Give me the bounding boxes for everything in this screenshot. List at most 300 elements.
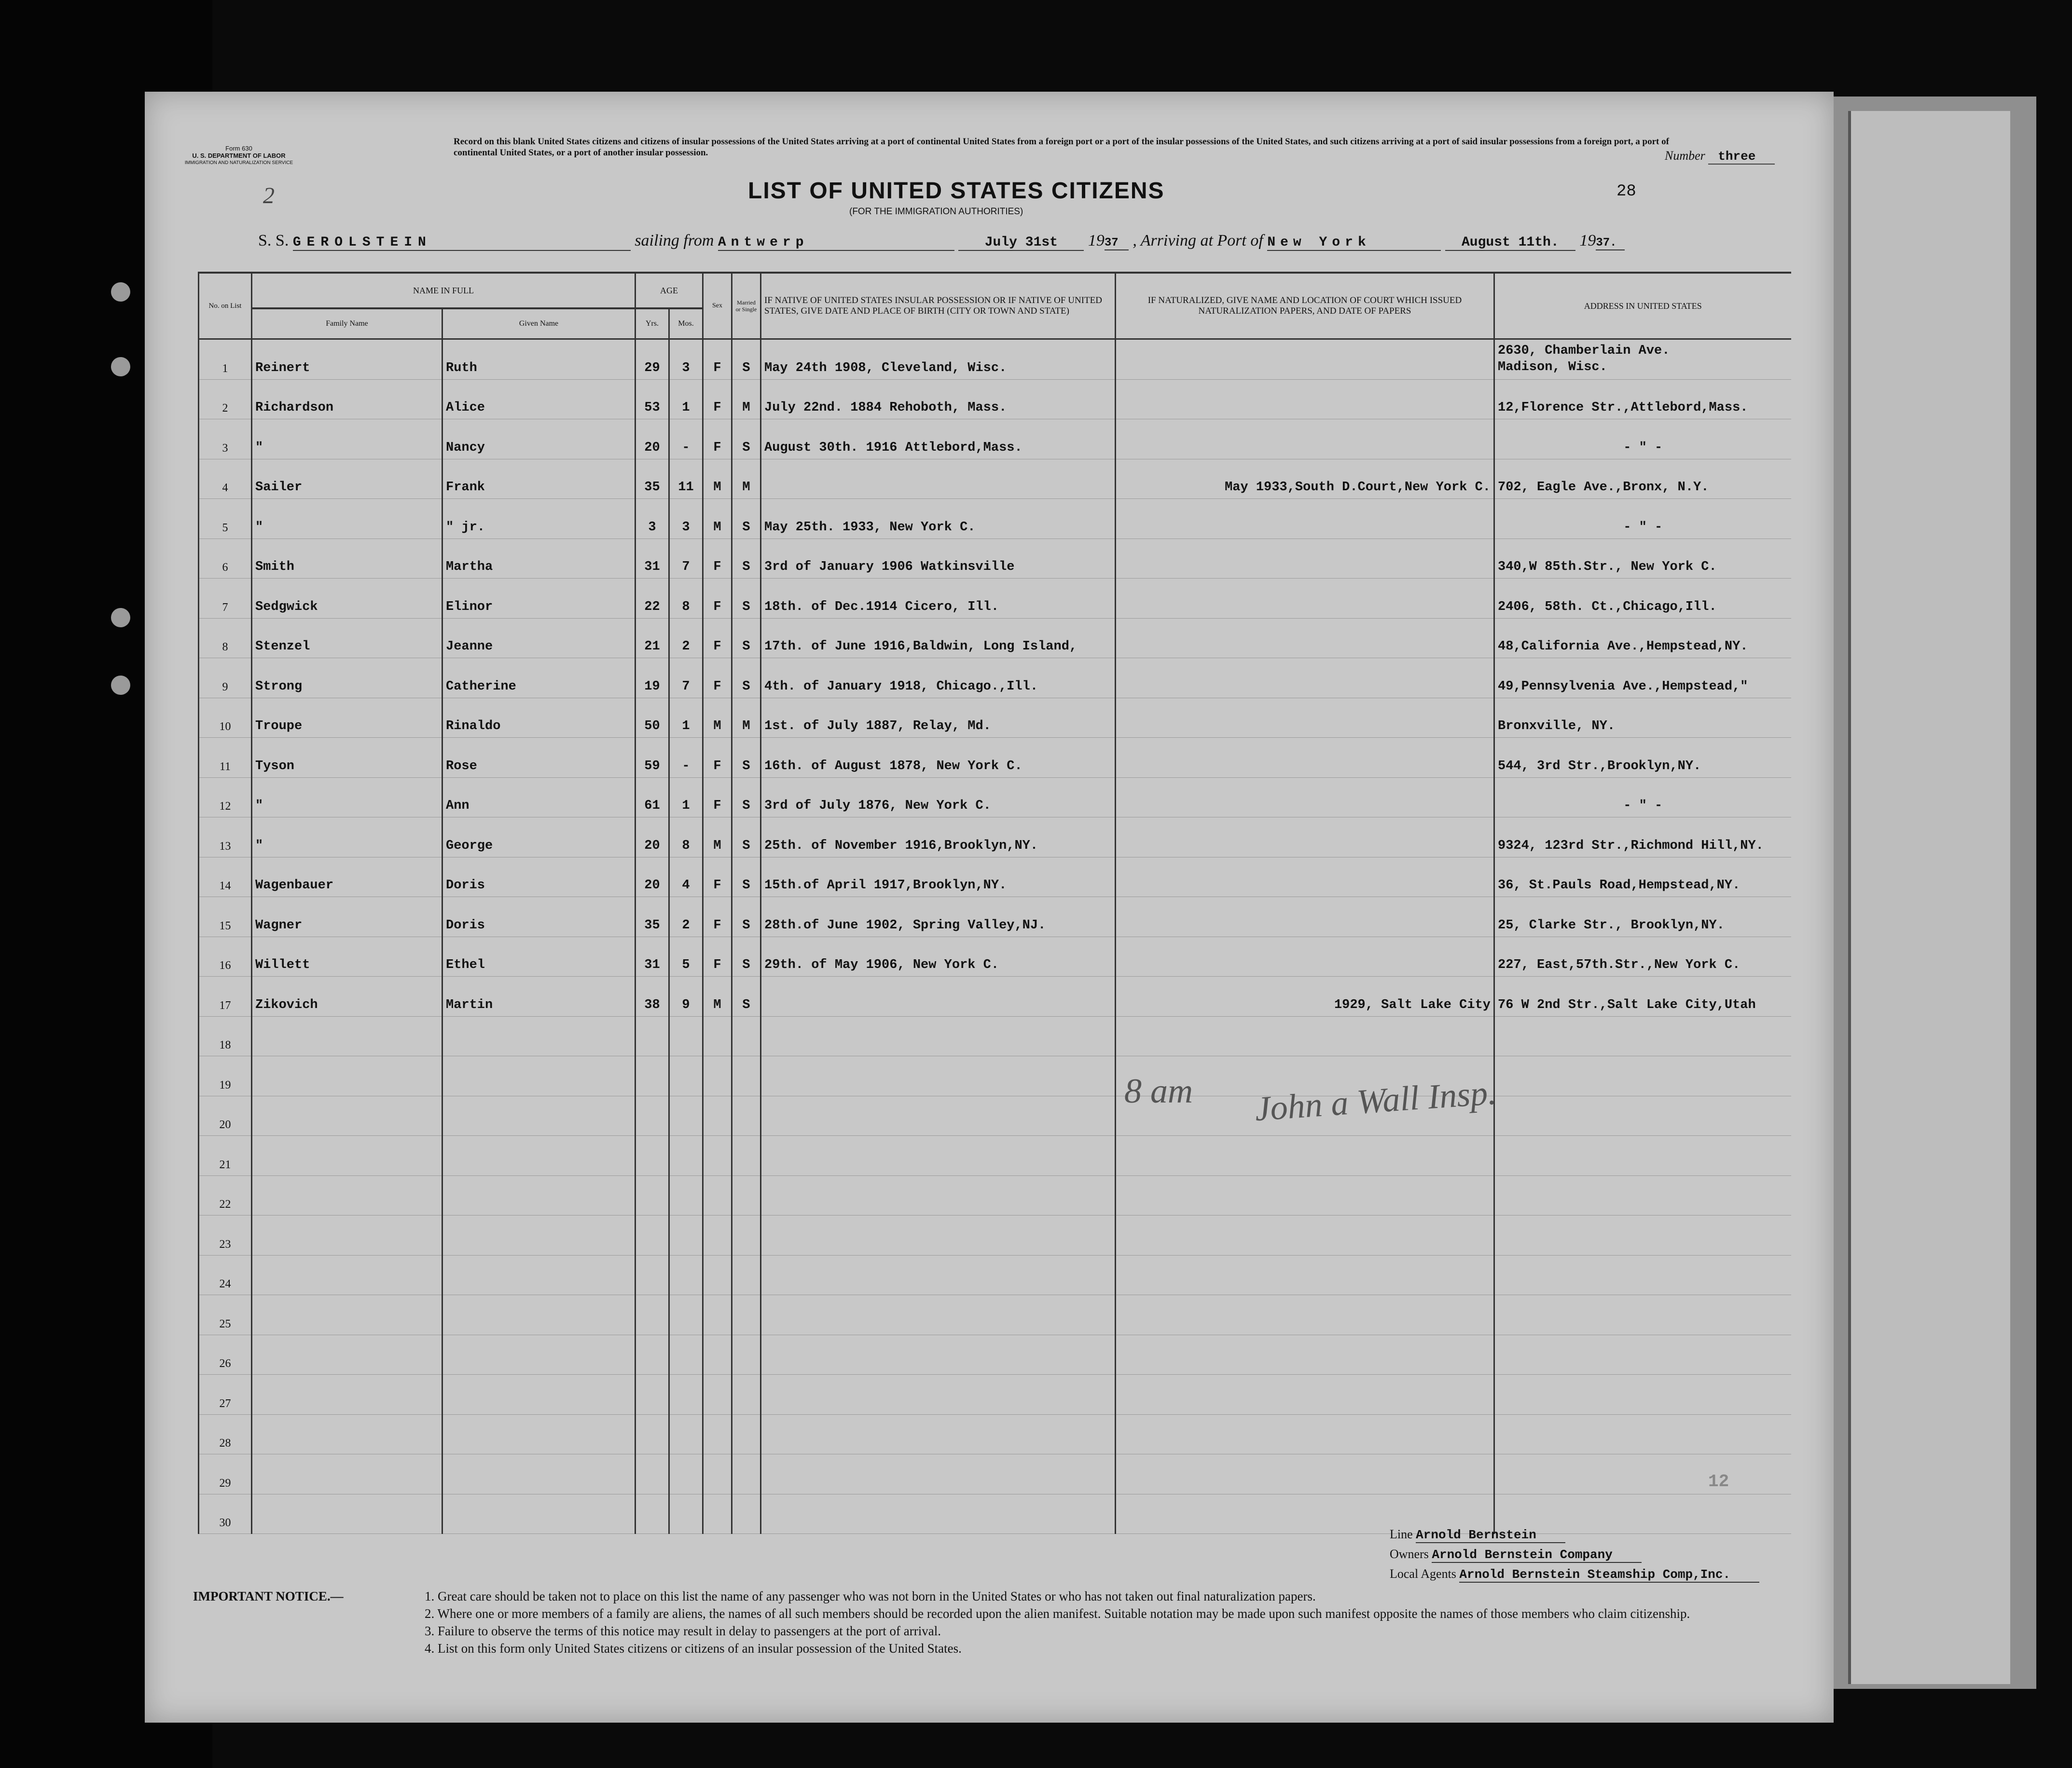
marital-status: S bbox=[732, 658, 761, 698]
age-years bbox=[635, 1335, 669, 1375]
address: 49,Pennsylvenia Ave.,Hempstead," bbox=[1494, 658, 1791, 698]
address bbox=[1494, 1295, 1791, 1335]
sex bbox=[703, 1295, 732, 1335]
age-months: 2 bbox=[669, 897, 703, 937]
address: - " - bbox=[1494, 777, 1791, 817]
row-number: 4 bbox=[199, 459, 252, 499]
binder-hole bbox=[111, 676, 130, 695]
table-row bbox=[199, 459, 1791, 499]
row-number: 2 bbox=[199, 379, 252, 419]
row-number: 12 bbox=[199, 777, 252, 817]
address bbox=[1494, 1375, 1791, 1415]
age-months bbox=[669, 1295, 703, 1335]
birth-info bbox=[761, 1414, 1116, 1454]
birth-info: May 25th. 1933, New York C. bbox=[761, 499, 1116, 539]
age-years: 31 bbox=[635, 539, 669, 579]
age-years bbox=[635, 1216, 669, 1256]
address bbox=[1494, 1216, 1791, 1256]
number-label: Number bbox=[1665, 149, 1705, 163]
birth-info: August 30th. 1916 Attlebord,Mass. bbox=[761, 419, 1116, 459]
sex bbox=[703, 1414, 732, 1454]
col-header-married: Married or Single bbox=[732, 273, 761, 339]
table-row bbox=[199, 1295, 1791, 1335]
page-title: LIST OF UNITED STATES CITIZENS bbox=[748, 178, 1165, 204]
table-row bbox=[199, 339, 1791, 380]
family-name bbox=[252, 1335, 442, 1375]
marital-status: S bbox=[732, 897, 761, 937]
family-name: " bbox=[252, 419, 442, 459]
marital-status: S bbox=[732, 937, 761, 977]
notice-item: 2. Where one or more members of a family are aliens, the names of all such members should be recorded upon the alien manifest. Suitable notation may be made upon such manifest opposite the names of those members who claim citizenship. bbox=[425, 1606, 1690, 1621]
line-owner-info bbox=[1390, 1525, 1759, 1584]
age-years bbox=[635, 1016, 669, 1056]
given-name bbox=[442, 1056, 635, 1096]
marital-status: S bbox=[732, 817, 761, 857]
naturalization-info bbox=[1116, 897, 1494, 937]
ship-name: GEROLSTEIN bbox=[293, 235, 631, 251]
table-row bbox=[199, 738, 1791, 778]
family-name bbox=[252, 1016, 442, 1056]
given-name: Doris bbox=[442, 897, 635, 937]
given-name: Elinor bbox=[442, 579, 635, 619]
sex: F bbox=[703, 658, 732, 698]
family-name: " bbox=[252, 817, 442, 857]
marital-status bbox=[732, 1175, 761, 1216]
row-number: 9 bbox=[199, 658, 252, 698]
notice-item: 4. List on this form only United States citizens or citizens of an insular possession of the United States. bbox=[425, 1641, 962, 1656]
age-months bbox=[669, 1056, 703, 1096]
family-name bbox=[252, 1056, 442, 1096]
table-row bbox=[199, 937, 1791, 977]
age-years: 35 bbox=[635, 459, 669, 499]
naturalization-info: May 1933,South D.Court,New York C. bbox=[1116, 459, 1494, 499]
departure-date: July 31st bbox=[958, 235, 1084, 251]
birth-info bbox=[761, 1494, 1116, 1534]
marital-status bbox=[732, 1096, 761, 1136]
age-months: 1 bbox=[669, 698, 703, 738]
naturalization-info bbox=[1116, 1335, 1494, 1375]
given-name bbox=[442, 1295, 635, 1335]
given-name: Doris bbox=[442, 857, 635, 897]
age-years bbox=[635, 1096, 669, 1136]
age-months bbox=[669, 1414, 703, 1454]
binder-hole bbox=[111, 282, 130, 302]
row-number: 15 bbox=[199, 897, 252, 937]
given-name: Martin bbox=[442, 977, 635, 1017]
table-row bbox=[199, 1016, 1791, 1056]
naturalization-info bbox=[1116, 1136, 1494, 1176]
row-number: 25 bbox=[199, 1295, 252, 1335]
marital-status: S bbox=[732, 419, 761, 459]
binder-hole bbox=[111, 357, 130, 376]
naturalization-info bbox=[1116, 1016, 1494, 1056]
marital-status: S bbox=[732, 777, 761, 817]
family-name: Strong bbox=[252, 658, 442, 698]
col-header-naturalized: IF NATURALIZED, GIVE NAME AND LOCATION OF COURT WHICH ISSUED NATURALIZATION PAPERS, AND DATE OF PAPERS bbox=[1116, 273, 1494, 339]
birth-info bbox=[761, 1096, 1116, 1136]
given-name: Ethel bbox=[442, 937, 635, 977]
col-header-family-name: Family Name bbox=[252, 308, 442, 339]
age-years bbox=[635, 1454, 669, 1494]
form-number: Form 630 bbox=[225, 145, 252, 152]
age-years bbox=[635, 1375, 669, 1415]
table-row bbox=[199, 1096, 1791, 1136]
row-number: 1 bbox=[199, 339, 252, 380]
birth-info: July 22nd. 1884 Rehoboth, Mass. bbox=[761, 379, 1116, 419]
sex: F bbox=[703, 857, 732, 897]
naturalization-info bbox=[1116, 1295, 1494, 1335]
address-line: 2630, Chamberlain Ave. bbox=[1498, 343, 1670, 358]
naturalization-info bbox=[1116, 419, 1494, 459]
birth-info bbox=[761, 1255, 1116, 1295]
age-months: 1 bbox=[669, 379, 703, 419]
birth-info: 16th. of August 1878, New York C. bbox=[761, 738, 1116, 778]
marital-status bbox=[732, 1136, 761, 1176]
marital-status: M bbox=[732, 459, 761, 499]
age-months: 4 bbox=[669, 857, 703, 897]
marital-status: S bbox=[732, 579, 761, 619]
arrival-port: New York bbox=[1267, 235, 1441, 251]
naturalization-info bbox=[1116, 499, 1494, 539]
notice-heading: IMPORTANT NOTICE.— bbox=[193, 1589, 344, 1603]
address: 25, Clarke Str., Brooklyn,NY. bbox=[1494, 897, 1791, 937]
family-name bbox=[252, 1494, 442, 1534]
row-number: 24 bbox=[199, 1255, 252, 1295]
family-name bbox=[252, 1454, 442, 1494]
age-years: 19 bbox=[635, 658, 669, 698]
age-years: 21 bbox=[635, 618, 669, 658]
family-name: Wagner bbox=[252, 897, 442, 937]
sex: M bbox=[703, 698, 732, 738]
owners-label: Owners bbox=[1390, 1547, 1429, 1561]
page-number: 28 bbox=[1616, 182, 1636, 201]
marital-status bbox=[732, 1414, 761, 1454]
table-row bbox=[199, 777, 1791, 817]
marital-status: S bbox=[732, 618, 761, 658]
marital-status: S bbox=[732, 339, 761, 380]
voyage-line bbox=[258, 232, 1625, 251]
given-name: Ruth bbox=[442, 339, 635, 380]
family-name bbox=[252, 1216, 442, 1256]
row-number: 22 bbox=[199, 1175, 252, 1216]
age-years bbox=[635, 1056, 669, 1096]
row-number: 10 bbox=[199, 698, 252, 738]
arrival-date: August 11th. bbox=[1445, 235, 1575, 251]
family-name: Reinert bbox=[252, 339, 442, 380]
birth-info bbox=[761, 1454, 1116, 1494]
row-number: 5 bbox=[199, 499, 252, 539]
row-number: 28 bbox=[199, 1414, 252, 1454]
address bbox=[1494, 1136, 1791, 1176]
family-name: Stenzel bbox=[252, 618, 442, 658]
naturalization-info bbox=[1116, 539, 1494, 579]
age-months bbox=[669, 1016, 703, 1056]
birth-info: 15th.of April 1917,Brooklyn,NY. bbox=[761, 857, 1116, 897]
address: 227, East,57th.Str.,New York C. bbox=[1494, 937, 1791, 977]
age-years: 38 bbox=[635, 977, 669, 1017]
age-months bbox=[669, 1216, 703, 1256]
given-name: George bbox=[442, 817, 635, 857]
row-number: 30 bbox=[199, 1494, 252, 1534]
row-number: 16 bbox=[199, 937, 252, 977]
given-name bbox=[442, 1335, 635, 1375]
marital-status bbox=[732, 1494, 761, 1534]
marital-status: M bbox=[732, 698, 761, 738]
address: 340,W 85th.Str., New York C. bbox=[1494, 539, 1791, 579]
age-months bbox=[669, 1136, 703, 1176]
birth-info bbox=[761, 1216, 1116, 1256]
sex: F bbox=[703, 937, 732, 977]
sex bbox=[703, 1136, 732, 1176]
family-name bbox=[252, 1375, 442, 1415]
birth-info: 3rd of July 1876, New York C. bbox=[761, 777, 1116, 817]
address: Bronxville, NY. bbox=[1494, 698, 1791, 738]
col-header-native: IF NATIVE OF UNITED STATES INSULAR POSSESSION OR IF NATIVE OF UNITED STATES, GIVE DATE AND PLACE OF BIRTH (CITY OR TOWN AND STATE) bbox=[761, 273, 1116, 339]
table-row bbox=[199, 698, 1791, 738]
age-years bbox=[635, 1175, 669, 1216]
age-years: 3 bbox=[635, 499, 669, 539]
table-row bbox=[199, 539, 1791, 579]
age-months: 2 bbox=[669, 618, 703, 658]
birth-info: 29th. of May 1906, New York C. bbox=[761, 937, 1116, 977]
age-months: 3 bbox=[669, 499, 703, 539]
list-number bbox=[1665, 149, 1775, 164]
family-name: Troupe bbox=[252, 698, 442, 738]
sex bbox=[703, 1454, 732, 1494]
family-name bbox=[252, 1255, 442, 1295]
table-row bbox=[199, 1375, 1791, 1415]
handwritten-time: 8 am bbox=[1124, 1072, 1193, 1110]
sex: F bbox=[703, 618, 732, 658]
passenger-table bbox=[198, 272, 1791, 1534]
address: 48,California Ave.,Hempstead,NY. bbox=[1494, 618, 1791, 658]
birth-info bbox=[761, 1175, 1116, 1216]
agents-label: Local Agents bbox=[1390, 1567, 1456, 1581]
birth-info bbox=[761, 1056, 1116, 1096]
sailing-label: sailing from bbox=[635, 232, 714, 249]
naturalization-info bbox=[1116, 937, 1494, 977]
row-number: 3 bbox=[199, 419, 252, 459]
naturalization-info: 1929, Salt Lake City bbox=[1116, 977, 1494, 1017]
arrival-year: 37. bbox=[1596, 236, 1625, 250]
naturalization-info bbox=[1116, 618, 1494, 658]
address bbox=[1494, 339, 1791, 380]
address bbox=[1494, 1096, 1791, 1136]
row-number: 7 bbox=[199, 579, 252, 619]
line-label: Line bbox=[1390, 1527, 1413, 1541]
table-row bbox=[199, 1454, 1791, 1494]
age-months: 11 bbox=[669, 459, 703, 499]
birth-info bbox=[761, 459, 1116, 499]
given-name bbox=[442, 1454, 635, 1494]
table-row bbox=[199, 1216, 1791, 1256]
marital-status bbox=[732, 1255, 761, 1295]
marital-status bbox=[732, 1056, 761, 1096]
address: 702, Eagle Ave.,Bronx, N.Y. bbox=[1494, 459, 1791, 499]
address: 36, St.Pauls Road,Hempstead,NY. bbox=[1494, 857, 1791, 897]
age-years: 22 bbox=[635, 579, 669, 619]
family-name: Willett bbox=[252, 937, 442, 977]
col-header-yrs: Yrs. bbox=[635, 308, 669, 339]
row-number: 23 bbox=[199, 1216, 252, 1256]
age-years bbox=[635, 1255, 669, 1295]
age-years bbox=[635, 1414, 669, 1454]
table-row bbox=[199, 1255, 1791, 1295]
age-years: 31 bbox=[635, 937, 669, 977]
col-header-no: No. on List bbox=[199, 273, 252, 339]
age-months bbox=[669, 1096, 703, 1136]
given-name bbox=[442, 1016, 635, 1056]
sex: F bbox=[703, 339, 732, 380]
address: 9324, 123rd Str.,Richmond Hill,NY. bbox=[1494, 817, 1791, 857]
marital-status: S bbox=[732, 738, 761, 778]
age-months bbox=[669, 1255, 703, 1295]
departure-port: Antwerp bbox=[718, 235, 954, 251]
age-years: 61 bbox=[635, 777, 669, 817]
address: - " - bbox=[1494, 499, 1791, 539]
address: 12,Florence Str.,Attlebord,Mass. bbox=[1494, 379, 1791, 419]
row-number: 18 bbox=[199, 1016, 252, 1056]
col-header-sex: Sex bbox=[703, 273, 732, 339]
given-name: Catherine bbox=[442, 658, 635, 698]
sex: F bbox=[703, 539, 732, 579]
family-name: " bbox=[252, 777, 442, 817]
notice-item: 3. Failure to observe the terms of this notice may result in delay to passengers at the port of arrival. bbox=[425, 1624, 941, 1638]
given-name bbox=[442, 1096, 635, 1136]
naturalization-info bbox=[1116, 1414, 1494, 1454]
birth-info bbox=[761, 1016, 1116, 1056]
family-name: Tyson bbox=[252, 738, 442, 778]
sex bbox=[703, 1096, 732, 1136]
service-label: IMMIGRATION AND NATURALIZATION SERVICE bbox=[184, 160, 293, 166]
sex bbox=[703, 1494, 732, 1534]
sex: M bbox=[703, 977, 732, 1017]
table-row bbox=[199, 857, 1791, 897]
birth-info: 1st. of July 1887, Relay, Md. bbox=[761, 698, 1116, 738]
given-name: Frank bbox=[442, 459, 635, 499]
owners-value: Arnold Bernstein Company bbox=[1432, 1547, 1641, 1563]
address bbox=[1494, 1016, 1791, 1056]
birth-info: 3rd of January 1906 Watkinsville bbox=[761, 539, 1116, 579]
sex bbox=[703, 1175, 732, 1216]
age-months bbox=[669, 1335, 703, 1375]
age-months: 7 bbox=[669, 658, 703, 698]
stamp-number: 12 bbox=[1708, 1472, 1729, 1492]
sex: M bbox=[703, 459, 732, 499]
table-row bbox=[199, 419, 1791, 459]
table-row bbox=[199, 817, 1791, 857]
address bbox=[1494, 1255, 1791, 1295]
age-months: 1 bbox=[669, 777, 703, 817]
table-row bbox=[199, 579, 1791, 619]
address bbox=[1494, 1335, 1791, 1375]
naturalization-info bbox=[1116, 1255, 1494, 1295]
age-months bbox=[669, 1454, 703, 1494]
sex bbox=[703, 1016, 732, 1056]
row-number: 13 bbox=[199, 817, 252, 857]
row-number: 11 bbox=[199, 738, 252, 778]
sex bbox=[703, 1255, 732, 1295]
background-sheet bbox=[1848, 111, 2010, 1684]
age-years: 53 bbox=[635, 379, 669, 419]
sex bbox=[703, 1335, 732, 1375]
family-name: Sedgwick bbox=[252, 579, 442, 619]
given-name: Jeanne bbox=[442, 618, 635, 658]
family-name: Richardson bbox=[252, 379, 442, 419]
record-instructions: Record on this blank United States citizens and citizens of insular possessions of the United States arriving at a port of continental United States from a foreign port or a port of the insular possessions of the United States, and such citizens arriving at a port of said insular possessions from a foreign port, a port of continental United States, or a port of another insular possession. bbox=[454, 137, 1669, 158]
sex: F bbox=[703, 777, 732, 817]
address: 76 W 2nd Str.,Salt Lake City,Utah bbox=[1494, 977, 1791, 1017]
age-years: 50 bbox=[635, 698, 669, 738]
table-row bbox=[199, 1335, 1791, 1375]
sex bbox=[703, 1375, 732, 1415]
table-row bbox=[199, 658, 1791, 698]
sex: F bbox=[703, 738, 732, 778]
sex: F bbox=[703, 379, 732, 419]
number-value: three bbox=[1708, 149, 1775, 165]
sex: M bbox=[703, 817, 732, 857]
age-years bbox=[635, 1295, 669, 1335]
marital-status: S bbox=[732, 539, 761, 579]
given-name: Rose bbox=[442, 738, 635, 778]
marital-status bbox=[732, 1454, 761, 1494]
birth-info: 17th. of June 1916,Baldwin, Long Island, bbox=[761, 618, 1116, 658]
naturalization-info bbox=[1116, 698, 1494, 738]
birth-info: 4th. of January 1918, Chicago.,Ill. bbox=[761, 658, 1116, 698]
table-row bbox=[199, 1056, 1791, 1096]
given-name: Martha bbox=[442, 539, 635, 579]
naturalization-info bbox=[1116, 379, 1494, 419]
sex bbox=[703, 1216, 732, 1256]
naturalization-info bbox=[1116, 1216, 1494, 1256]
marital-status bbox=[732, 1016, 761, 1056]
address: 544, 3rd Str.,Brooklyn,NY. bbox=[1494, 738, 1791, 778]
naturalization-info bbox=[1116, 1175, 1494, 1216]
marital-status bbox=[732, 1216, 761, 1256]
col-header-mos: Mos. bbox=[669, 308, 703, 339]
marital-status: S bbox=[732, 499, 761, 539]
given-name bbox=[442, 1375, 635, 1415]
address-line: Madison, Wisc. bbox=[1498, 359, 1607, 374]
row-number: 6 bbox=[199, 539, 252, 579]
birth-info: 28th.of June 1902, Spring Valley,NJ. bbox=[761, 897, 1116, 937]
birth-info bbox=[761, 1295, 1116, 1335]
given-name bbox=[442, 1494, 635, 1534]
birth-info: May 24th 1908, Cleveland, Wisc. bbox=[761, 339, 1116, 380]
address bbox=[1494, 1056, 1791, 1096]
arrival-year-prefix: 19 bbox=[1579, 232, 1596, 249]
departure-year: 37 bbox=[1105, 236, 1129, 250]
family-name: Wagenbauer bbox=[252, 857, 442, 897]
department-label: U. S. DEPARTMENT OF LABOR bbox=[192, 152, 286, 159]
sex bbox=[703, 1056, 732, 1096]
naturalization-info bbox=[1116, 579, 1494, 619]
table-row bbox=[199, 1136, 1791, 1176]
arriving-label: , Arriving at Port of bbox=[1133, 232, 1263, 249]
marital-status bbox=[732, 1375, 761, 1415]
row-number: 17 bbox=[199, 977, 252, 1017]
row-number: 8 bbox=[199, 618, 252, 658]
age-years bbox=[635, 1136, 669, 1176]
age-years: 59 bbox=[635, 738, 669, 778]
sex: F bbox=[703, 419, 732, 459]
birth-info bbox=[761, 1375, 1116, 1415]
marital-status bbox=[732, 1295, 761, 1335]
age-years: 20 bbox=[635, 419, 669, 459]
naturalization-info bbox=[1116, 1454, 1494, 1494]
table-row bbox=[199, 1175, 1791, 1216]
address: 2406, 58th. Ct.,Chicago,Ill. bbox=[1494, 579, 1791, 619]
